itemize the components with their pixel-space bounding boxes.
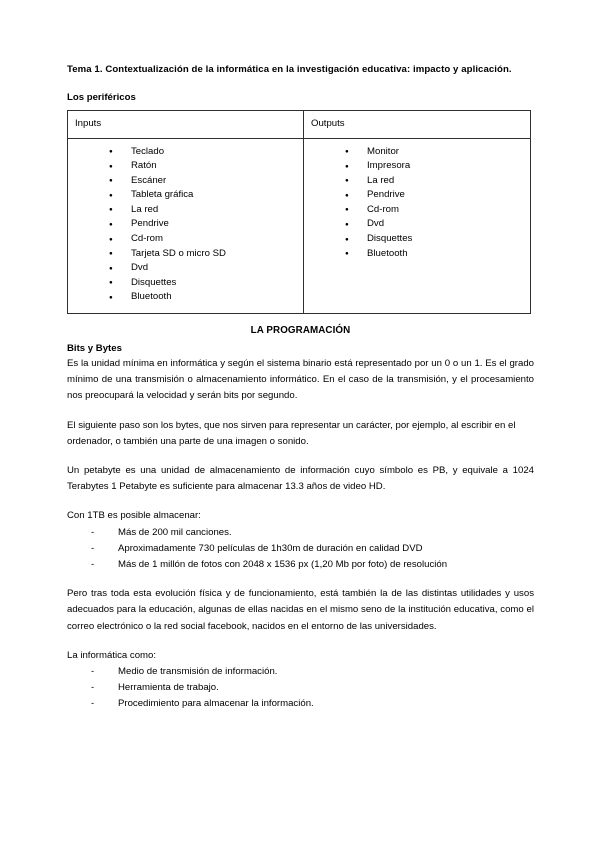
list-item: - Más de 1 millón de fotos con 2048 x 1536 px (1,20 Mb por foto) de resolución xyxy=(91,557,534,573)
list-item: ● La red xyxy=(109,203,303,218)
list-item: ● Disquettes xyxy=(345,232,530,247)
list-item: ● Dvd xyxy=(109,261,303,276)
list-item: ● Dvd xyxy=(345,217,530,232)
list-informatica-como xyxy=(67,664,534,713)
column-header-outputs: Outputs xyxy=(311,117,345,129)
list-item: ● La red xyxy=(345,174,530,189)
list-item: ● Bluetooth xyxy=(345,247,530,262)
list-item: ● Impresora xyxy=(345,159,530,174)
list-item: ● Teclado xyxy=(109,145,303,160)
inputs-list-wrap xyxy=(68,139,303,314)
table-cell-outputs-body xyxy=(304,138,531,314)
heading-la-programacion: LA PROGRAMACIÓN xyxy=(250,325,351,337)
list-item: - Procedimiento para almacenar la información. xyxy=(91,696,534,712)
paragraph-bits-definition: Es la unidad mínima en informática y según el sistema binario está representado por un 0 o un 1. Es el grado mínimo de una transmisión o almacenamiento informático. En el caso de la transmisión, y el procesamiento nos preocupará la velocidad y serán bits por segundo. xyxy=(67,358,534,402)
paragraph-evolucion-educacion: Pero tras toda esta evolución física y de funcionamiento, está también la de las distintas utilidades y usos adecuados para la educación, algunas de ellas nacidas en el mismo seno de la institución educativa, como el correo electrónico o la red social facebook, nacidos en el entorno de las universidades. xyxy=(67,588,534,632)
list-item: ● Ratón xyxy=(109,159,303,174)
page-title: Tema 1. Contextualización de la informática en la investigación educativa: impacto y aplicación. xyxy=(67,64,512,75)
list-item: ● Bluetooth xyxy=(109,290,303,305)
list-item: ● Disquettes xyxy=(109,276,303,291)
list-item: ● Tarjeta SD o micro SD xyxy=(109,247,303,262)
list-item: - Medio de transmisión de información. xyxy=(91,664,534,680)
list-1tb-storage xyxy=(67,525,534,574)
list-item: ● Escáner xyxy=(109,174,303,189)
list-item: ● Pendrive xyxy=(109,217,303,232)
table-cell-inputs-body xyxy=(68,138,304,314)
heading-bits-y-bytes: Bits y Bytes xyxy=(67,343,122,355)
list-item: - Más de 200 mil canciones. xyxy=(91,525,534,541)
inputs-list xyxy=(68,145,303,306)
lead-1tb-storage: Con 1TB es posible almacenar: xyxy=(67,510,201,522)
paragraph-bytes: El siguiente paso son los bytes, que nos sirven para representar un carácter, por ejemplo, al escribir en el ordenador, o también una parte de una imagen o sonido. xyxy=(67,419,516,447)
peripherals-table xyxy=(67,110,531,315)
list-item: ● Monitor xyxy=(345,145,530,160)
list-item: ● Cd-rom xyxy=(109,232,303,247)
lead-informatica-como: La informática como: xyxy=(67,649,157,661)
section-heading-perifericos: Los periféricos xyxy=(67,91,136,103)
list-item: - Herramienta de trabajo. xyxy=(91,680,534,696)
list-item: ● Pendrive xyxy=(345,188,530,203)
list-item: - Aproximadamente 730 películas de 1h30m de duración en calidad DVD xyxy=(91,541,534,557)
table-cell-outputs-header xyxy=(304,110,531,138)
outputs-list xyxy=(304,145,530,262)
table-cell-inputs-header xyxy=(68,110,304,138)
paragraph-petabyte: Un petabyte es una unidad de almacenamiento de información cuyo símbolo es PB, y equivale a 1024 Terabytes 1 Petabyte es suficiente para almacenar 13.3 años de video HD. xyxy=(67,465,534,493)
outputs-list-wrap xyxy=(304,139,530,297)
table-body-row xyxy=(68,138,531,314)
list-item: ● Tableta gráfica xyxy=(109,188,303,203)
list-item: ● Cd-rom xyxy=(345,203,530,218)
table-header-row xyxy=(68,110,531,138)
column-header-inputs: Inputs xyxy=(75,117,102,129)
